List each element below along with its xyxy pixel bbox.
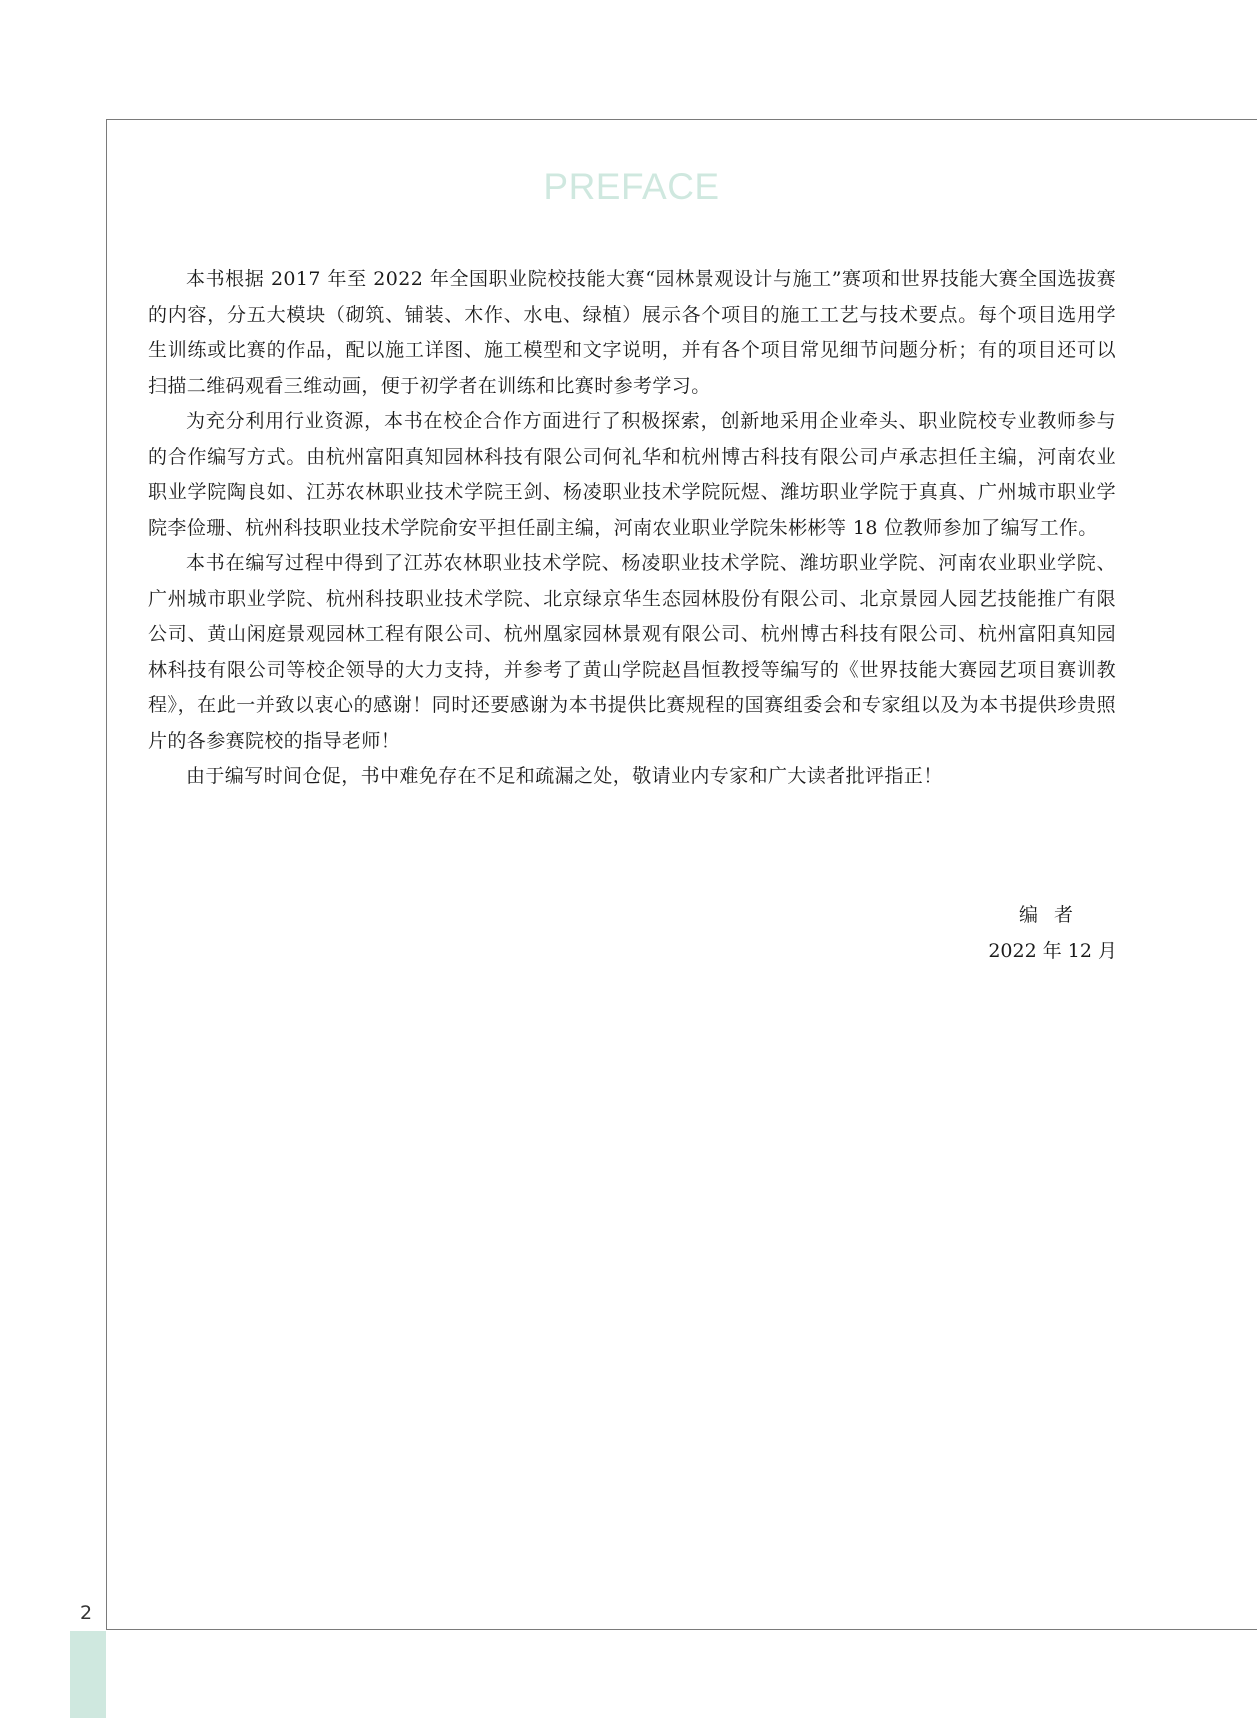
frame-left-rule — [106, 119, 107, 1629]
signature-block — [988, 897, 1117, 969]
page-number: 2 — [80, 1602, 93, 1624]
frame-top-rule — [106, 119, 1257, 120]
preface-body — [148, 262, 1116, 795]
signature-editor: 编者 — [1018, 904, 1089, 926]
preface-paragraph-2: 为充分利用行业资源，本书在校企合作方面进行了积极探索，创新地采用企业牵头、职业院校专业教师参与的合作编写方式。由杭州富阳真知园林科技有限公司何礼华和杭州博古科技有限公司卢承志担任主编，河南农业职业学院陶良如、江苏农林职业技术学院王剑、杨凌职业技术学院阮煜、潍坊职业学院于真真、广州城市职业学院李俭珊、杭州科技职业技术学院俞安平担任副主编，河南农业职业学院朱彬彬等 18 位教师参加了编写工作。 — [148, 410, 1116, 539]
frame-bottom-rule — [106, 1629, 1257, 1630]
signature-date: 2022 年 12 月 — [988, 940, 1117, 962]
page-corner-tab — [70, 1631, 106, 1718]
preface-paragraph-4: 由于编写时间仓促，书中难免存在不足和疏漏之处，敬请业内专家和广大读者批评指正！ — [186, 765, 943, 787]
page-title: PREFACE — [543, 166, 720, 207]
preface-paragraph-3: 本书在编写过程中得到了江苏农林职业技术学院、杨凌职业技术学院、潍坊职业学院、河南农业职业学院、广州城市职业学院、杭州科技职业技术学院、北京绿京华生态园林股份有限公司、北京景园人园艺技能推广有限公司、黄山闲庭景观园林工程有限公司、杭州凰家园林景观有限公司、杭州博古科技有限公司、杭州富阳真知园林科技有限公司等校企领导的大力支持，并参考了黄山学院赵昌恒教授等编写的《世界技能大赛园艺项目赛训教程》，在此一并致以衷心的感谢！同时还要感谢为本书提供比赛规程的国赛组委会和专家组以及为本书提供珍贵照片的各参赛院校的指导老师！ — [148, 552, 1116, 752]
preface-paragraph-1: 本书根据 2017 年至 2022 年全国职业院校技能大赛“园林景观设计与施工”赛项和世界技能大赛全国选拔赛的内容，分五大模块（砌筑、铺装、木作、水电、绿植）展示各个项目的施工工艺与技术要点。每个项目选用学生训练或比赛的作品，配以施工详图、施工模型和文字说明，并有各个项目常见细节问题分析；有的项目还可以扫描二维码观看三维动画，便于初学者在训练和比赛时参考学习。 — [148, 268, 1116, 397]
